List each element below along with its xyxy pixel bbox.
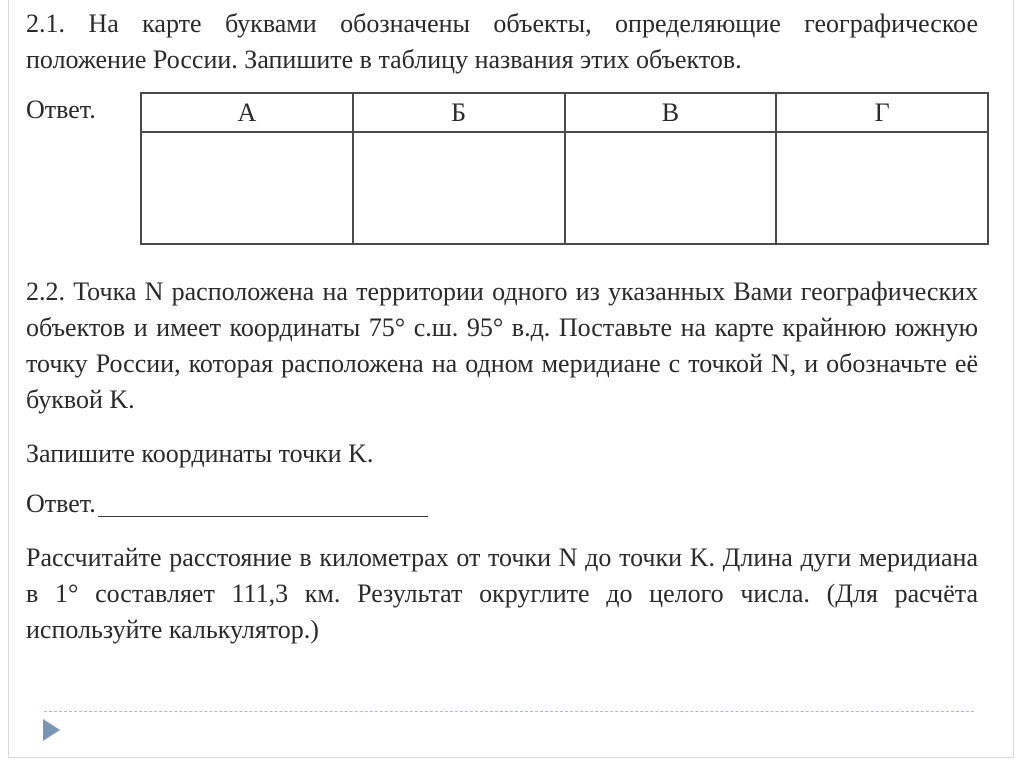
answer-blank-line[interactable] — [98, 516, 428, 517]
footer-divider — [44, 711, 974, 712]
write-coordinates-text: Запишите координаты точки K. — [26, 439, 374, 468]
answer-cell-a[interactable] — [141, 132, 353, 244]
triangle-right-icon[interactable] — [43, 719, 60, 741]
answer-table-row — [26, 92, 978, 252]
task-2-2-text: 2.2. Точка N расположена на территории одного из указанных Вами географических объектов и имеет координаты 75° с.ш. 95° в.д. Поставьте на карте крайнюю южную точку России, которая расположена на одном меридиане с точкой N, и обозначьте её буквой K. — [26, 277, 978, 414]
document-content — [26, 6, 978, 648]
table-header-b: Б — [353, 93, 565, 132]
calculation-text: Рассчитайте расстояние в километрах от точки N до точки K. Длина дуги меридиана в 1° составляет 111,3 км. Результат округлите до целого числа. (Для расчёта используйте калькулятор.) — [26, 543, 978, 644]
table-header-a: А — [141, 93, 353, 132]
answer-table — [140, 92, 989, 245]
table-header-g: Г — [776, 93, 988, 132]
answer-cell-g[interactable] — [776, 132, 988, 244]
answer-label-2: Ответ. — [26, 489, 96, 518]
answer-table-header-row — [141, 93, 988, 132]
answer-table-input-row — [141, 132, 988, 244]
answer-cell-b[interactable] — [353, 132, 565, 244]
task-2-1-text: 2.1. На карте буквами обозначены объекты, определяющие географическое положение России. Запишите в таблицу названия этих объектов. — [26, 9, 978, 74]
answer-label: Ответ. — [26, 95, 96, 124]
answer-cell-v[interactable] — [565, 132, 777, 244]
table-header-v: В — [565, 93, 777, 132]
answer-line-row — [26, 486, 978, 526]
